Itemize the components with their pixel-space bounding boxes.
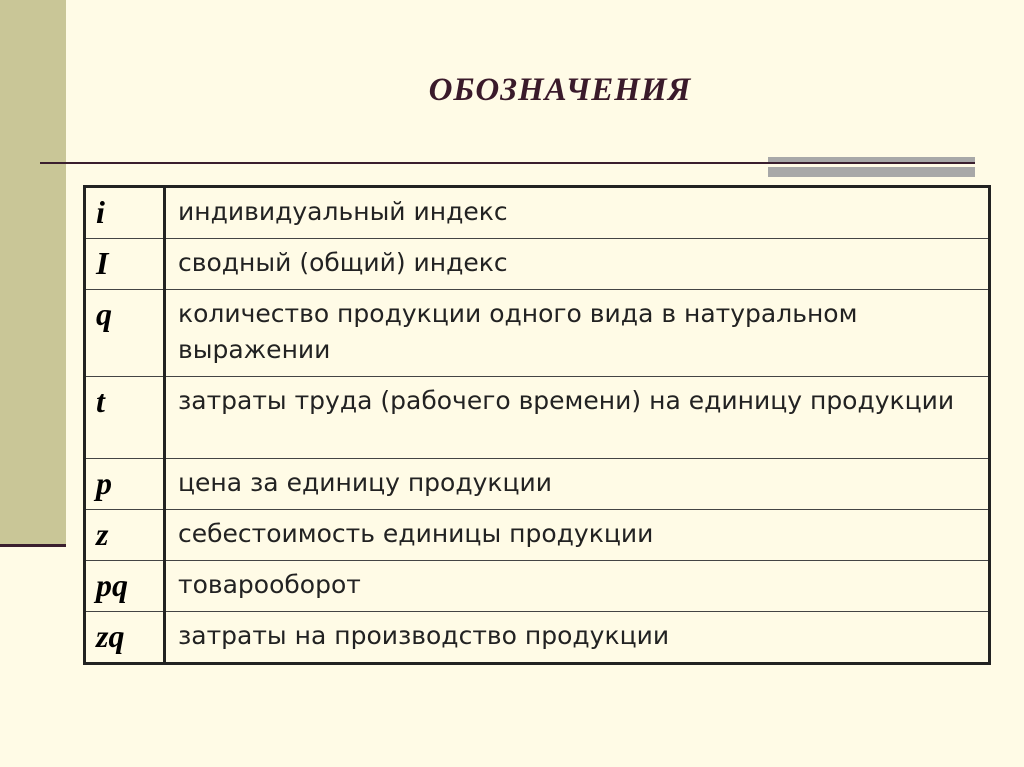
description-cell: затраты на производство продукции [165,612,990,664]
description-cell: цена за единицу продукции [165,459,990,510]
slide-title: ОБОЗНАЧЕНИЯ [428,72,692,108]
symbol-cell: p [85,459,165,510]
description-cell: индивидуальный индекс [165,187,990,239]
description-cell: товарооборот [165,561,990,612]
description-cell: сводный (общий) индекс [165,239,990,290]
table-row [85,459,990,510]
symbol-cell: z [85,510,165,561]
title-gray-rule [768,157,975,177]
description-cell: затраты труда (рабочего времени) на единицу продукции [165,377,990,459]
symbol-cell: t [85,377,165,459]
notation-table [83,185,991,665]
table-row [85,187,990,239]
symbol-cell: zq [85,612,165,664]
table-row [85,561,990,612]
description-cell: количество продукции одного вида в натуральном выражении [165,290,990,377]
table-row [85,612,990,664]
table-row [85,377,990,459]
table-row [85,290,990,377]
symbol-cell: q [85,290,165,377]
symbol-cell: i [85,187,165,239]
title-divider-line [40,162,975,164]
symbol-cell: I [85,239,165,290]
description-cell: себестоимость единицы продукции [165,510,990,561]
table-row [85,510,990,561]
table-row [85,239,990,290]
symbol-cell: pq [85,561,165,612]
left-bar-underline [0,544,66,547]
